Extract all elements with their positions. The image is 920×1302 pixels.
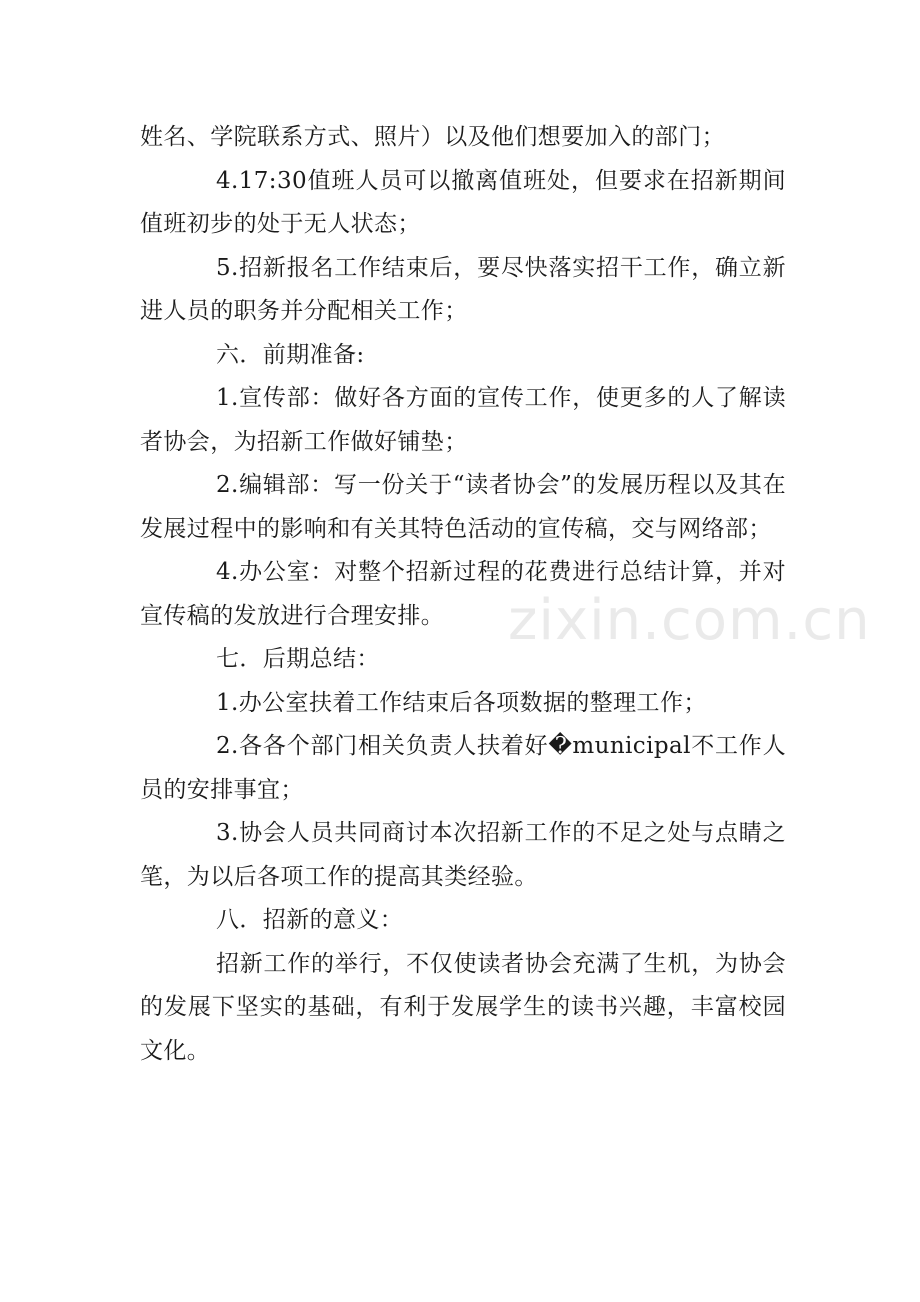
paragraph-item-4-duty: 4.17:30值班人员可以撤离值班处，但要求在招新期间值班初步的处于无人状态； — [140, 167, 786, 237]
paragraph-publicity-dept: 1.宣传部：做好各方面的宣传工作，使更多的人了解读者协会，为招新工作做好铺垫； — [140, 385, 786, 455]
paragraph-summary-item-3: 3.协会人员共同商讨本次招新工作的不足之处与点睛之笔，为以后各项工作的提高其类经验。 — [140, 820, 786, 890]
section-heading-summary: 七．后期总结： — [216, 646, 380, 672]
section-heading-preparation: 六．前期准备: — [216, 341, 365, 368]
document-body — [140, 116, 786, 1073]
paragraph-summary-item-2: 2.各各个部门相关负责人扶着好�municipal不工作人员的安排事宜； — [140, 733, 786, 803]
paragraph-registration-info: 姓名、学院联系方式、照片）以及他们想要加入的部门； — [140, 124, 725, 150]
paragraph-summary-item-1: 1.办公室扶着工作结束后各项数据的整理工作； — [216, 689, 707, 716]
paragraph-significance: 招新工作的举行，不仅使读者协会充满了生机，为协会的发展下坚实的基础，有利于发展学生的读书兴趣，丰富校园文化。 — [140, 950, 786, 1064]
paragraph-office-costs: 4.办公室：对整个招新过程的花费进行总结计算，并对宣传稿的发放进行合理安排。 — [140, 559, 786, 629]
paragraph-item-5-recruit: 5.招新报名工作结束后，要尽快落实招干工作，确立新进人员的职务并分配相关工作； — [140, 254, 786, 324]
section-heading-significance: 八．招新的意义： — [216, 907, 404, 933]
watermark: zixin.com.cn — [508, 588, 871, 653]
paragraph-editorial-dept: 2.编辑部：写一份关于“读者协会”的发展历程以及其在发展过程中的影响和有关其特色活动的宣传稿，交与网络部； — [140, 472, 786, 542]
